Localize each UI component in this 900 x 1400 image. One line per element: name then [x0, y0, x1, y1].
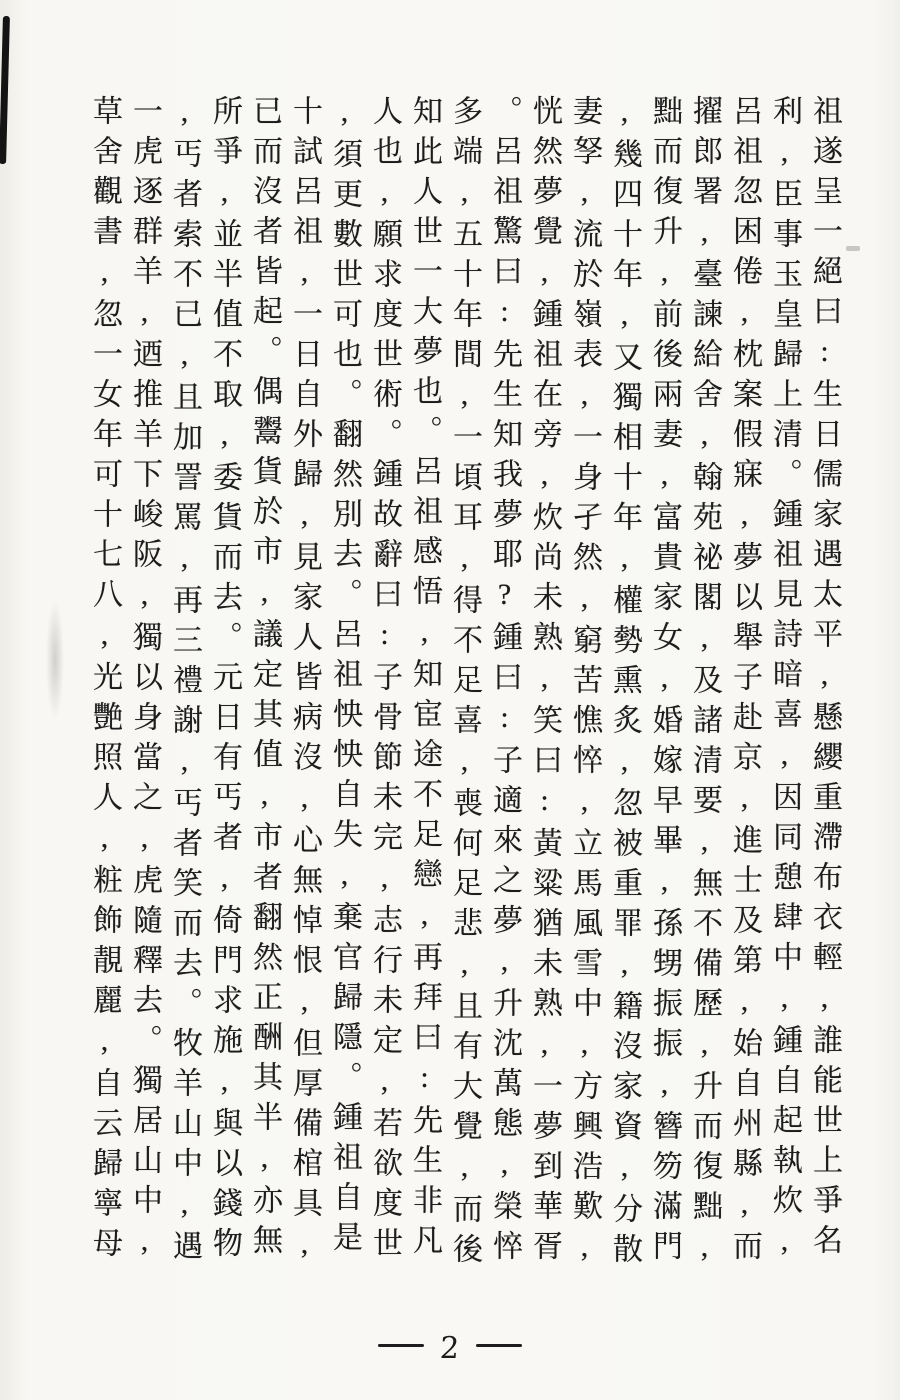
text-column-16: 所爭,並半值不取,委貨而去。元日有丐者,倚門求施,與以錢物 [208, 95, 241, 1267]
footer-rule-right [476, 1344, 522, 1347]
text-column-11: 知此人世一大夢也。呂祖感悟,知宦途不足戀,再拜曰:先生非凡 [408, 95, 441, 1264]
text-column-14: 十試呂祖,一日自外歸,見家人皆病沒,心無悼恨,但厚備棺具, [288, 95, 321, 1270]
text-column-9: 。呂祖驚曰:先生知我夢耶?鍾曰:子適來之夢,升沈萬態,榮悴 [488, 95, 521, 1270]
text-column-10: 多端,五十年間,一頃耳,得不足喜,喪何足悲,且有大覺,而後 [448, 95, 481, 1273]
text-column-5: 黜而復升,前後兩妻,富貴家女,婚嫁早畢,孫甥振振,簪笏滿門 [648, 95, 681, 1270]
text-column-4: 擢郎署,臺諫給舍,翰苑祕閣,及諸清要,無不備歷,升而復黜, [688, 95, 721, 1273]
text-column-3: 呂祖忽困倦,枕案假寐,夢以舉子赴京,進士及第,始自州縣,而 [728, 95, 761, 1270]
scan-speck-artifact [846, 246, 860, 251]
text-column-13: ,須更數世可也。翻然別去。呂祖怏怏自失,棄官歸隱。鍾祖自是 [328, 95, 361, 1261]
text-column-1: 祖遂呈一絕曰:生日儒家遇太平,懸纓重滯布衣輕,誰能世上爭名 [808, 95, 841, 1264]
text-column-19: 草舍觀書,忽一女年可十七八,光艷照人,粧飾靚麗,自云歸寧母 [88, 95, 121, 1267]
text-column-17: ,丐者索不已,且加詈罵,再三禮謝,丐者笑而去。牧羊山中,遇 [168, 95, 201, 1270]
text-column-2: 利,臣事玉皇歸上清。鍾祖見詩暗喜,因同憩肆中,鍾自起執炊, [768, 95, 801, 1267]
text-column-15: 已而沒者皆起。偶鬻貨於市,議定其值,市者翻然正酬其半,亦無 [248, 95, 281, 1264]
footer-rule-left [378, 1344, 424, 1347]
text-column-12: 人也,願求度世術。鍾故辭曰:子骨節未完,志行未定,若欲度世 [368, 95, 401, 1267]
text-column-18: 一虎逐群羊,迺推羊下峻阪,獨以身當之,虎隨釋去。獨居山中, [128, 95, 161, 1267]
page-number: 2 [439, 1331, 461, 1366]
scan-smudge-artifact [46, 600, 64, 720]
text-column-8: 恍然夢覺,鍾祖在旁,炊尚未熟,笑曰:黃粱猶未熟,一夢到華胥 [528, 95, 561, 1270]
text-column-6: ,幾四十年,又獨相十年,權勢熏炙,忽被重罪,籍沒家資,分散 [608, 95, 641, 1273]
text-column-7: 妻孥,流於嶺表,一身孑然,窮苦憔悴,立馬風雪中,方興浩歎, [568, 95, 601, 1273]
scan-edge-artifact [0, 16, 10, 164]
vertical-text-block [82, 95, 844, 1313]
page-footer [0, 1331, 900, 1366]
